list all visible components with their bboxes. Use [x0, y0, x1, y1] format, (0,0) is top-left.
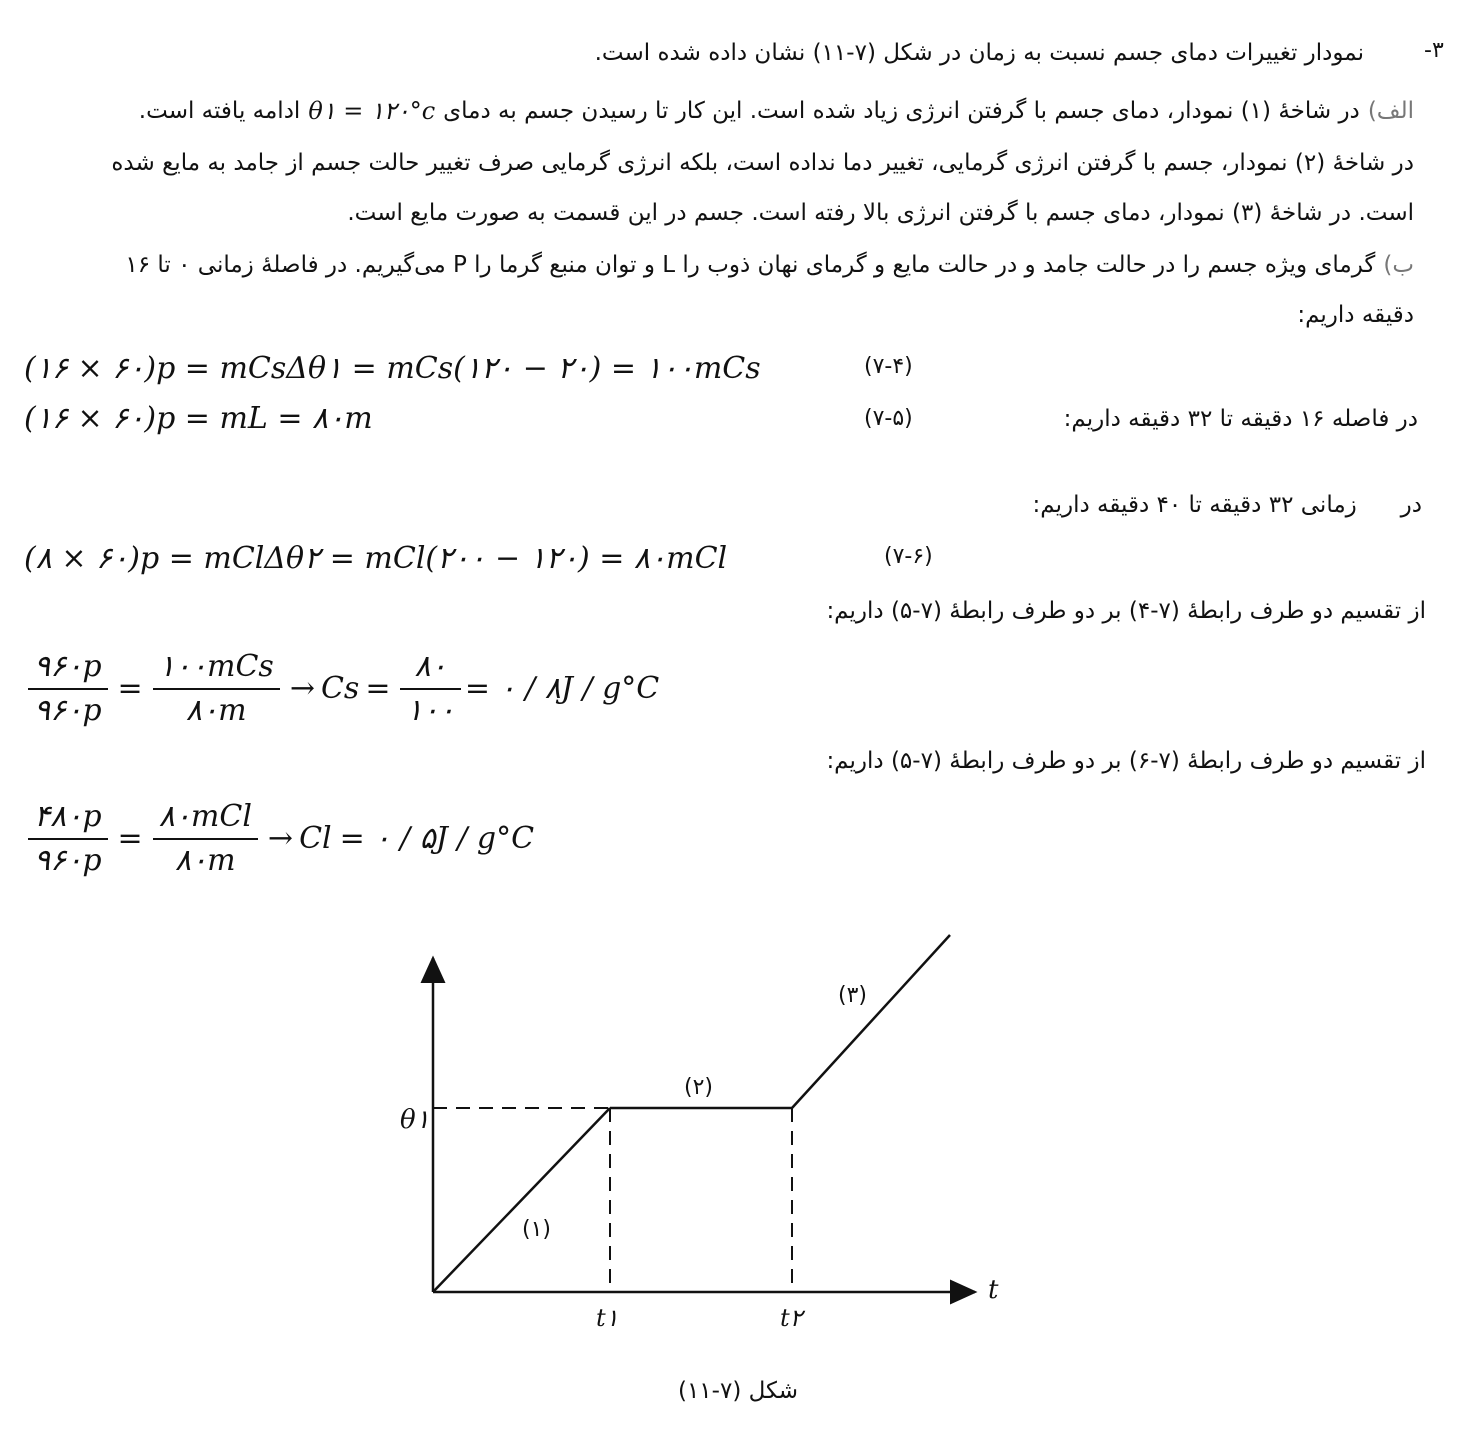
problem-intro: نمودار تغییرات دمای جسم نسبت به زمان در شکل (۷-۱۱) نشان داده شده است.: [594, 40, 1364, 66]
division-1-intro: از تقسیم دو طرف رابطهٔ (۷-۴) بر دو طرف رابطهٔ (۷-۵) داریم:: [826, 598, 1426, 624]
segment-2-label: (۲): [684, 1075, 713, 1100]
div1-mid-den: ۸۰m: [185, 693, 247, 728]
div2-lhs-den: ۹۶۰p: [34, 843, 102, 878]
div2-lhs-num: ۴۸۰p: [28, 798, 108, 840]
part-a-line2: در شاخهٔ (۲) نمودار، جسم با گرفتن انرژی گرمایی، تغییر دما نداده است، بلکه انرژی گرمایی صرف تغییر حالت جسم از جامد به مایع شده: [111, 150, 1414, 176]
div1-lhs-den: ۹۶۰p: [34, 693, 102, 728]
part-a-line1-text: در شاخهٔ (۱) نمودار، دمای جسم با گرفتن انرژی زیاد شده است. این کار تا رسیدن جسم به دمای: [443, 98, 1360, 124]
div1-res-num: ۸۰: [400, 648, 460, 690]
equation-5-tag: (۷-۵): [864, 406, 913, 431]
division-2-intro: از تقسیم دو طرف رابطهٔ (۷-۶) بر دو طرف رابطهٔ (۷-۵) داریم:: [826, 748, 1426, 774]
part-a-line1-math: θ۱ = ۱۲۰°c: [308, 97, 436, 125]
equation-5-text: در فاصله ۱۶ دقیقه تا ۳۲ دقیقه داریم:: [1063, 406, 1418, 432]
division-1: $\frac{۹۶۰p}{۹۶۰p}$ = $\frac{\text{۱۰۰mCs}}{۸۰m}$ → Cs = $\frac{۸۰}{۱۰۰}$ = ۰ / ۸J / g°C: [24, 648, 659, 730]
equation-4: (۱۶ × ۶۰)p = mCsΔθ۱ = mCs(۱۲۰ − ۲۰) = ۱۰۰mCs: [24, 351, 761, 386]
div1-res-den: ۱۰۰: [406, 693, 455, 728]
part-b-line1-text: گرمای ویژه جسم را در حالت جامد و در حالت مایع و گرمای نهان ذوب را L و توان منبع گرما را P می‌گیریم. در فاصلهٔ زمانی ۰ تا ۱۶: [125, 252, 1376, 278]
theta1-label: θ۱: [400, 1105, 430, 1135]
div1-mid-num: ۱۰۰mCs: [153, 648, 280, 690]
part-a-line3: است. در شاخهٔ (۳) نمودار، دمای جسم با گرفتن انرژی بالا رفته است. جسم در این قسمت به صورت مایع است.: [347, 200, 1414, 226]
part-a-label: الف): [1367, 98, 1414, 124]
equation-6-intro: در زمانی ۳۲ دقیقه تا ۴۰ دقیقه داریم:: [1032, 492, 1422, 518]
div2-mid-num: ۸۰mCl: [153, 798, 258, 840]
div2-mid-den: ۸۰m: [174, 843, 236, 878]
segment-1-label: (۱): [522, 1217, 551, 1242]
t1-label: t۱: [596, 1304, 619, 1332]
div1-lhs-num: ۹۶۰p: [28, 648, 108, 690]
t2-label: t۲: [780, 1304, 803, 1332]
div1-result-var: Cs: [320, 671, 360, 706]
equation-6-tag: (۷-۶): [884, 544, 933, 569]
equation-4-tag: (۷-۴): [864, 354, 913, 379]
div1-result: = ۰ / ۸J / g°C: [464, 671, 660, 706]
div2-result-var: Cl: [299, 821, 332, 856]
division-2: $\frac{۴۸۰p}{۹۶۰p}$ = $\frac{\text{۸۰mCl}}{۸۰m}$ → Cl = ۰ / ۵J / g°C: [24, 798, 534, 880]
problem-number: -۳: [1424, 38, 1444, 63]
part-b-line2: دقیقه داریم:: [1297, 302, 1414, 328]
segment-1-line: [433, 1108, 610, 1292]
segment-3-label: (۳): [838, 983, 867, 1008]
segment-3-line: [792, 935, 950, 1108]
equation-5: (۱۶ × ۶۰)p = mL = ۸۰m: [24, 401, 373, 436]
x-axis-label: t: [988, 1275, 999, 1305]
figure-caption: شکل (۷-۱۱): [677, 1378, 799, 1404]
equation-6: (۸ × ۶۰)p = mClΔθ۲ = mCl(۲۰۰ − ۱۲۰) = ۸۰mCl: [24, 541, 728, 576]
part-a-line1-end: ادامه یافته است.: [138, 98, 301, 124]
div2-result: = ۰ / ۵J / g°C: [339, 821, 535, 856]
part-b-label: ب): [1383, 252, 1414, 278]
